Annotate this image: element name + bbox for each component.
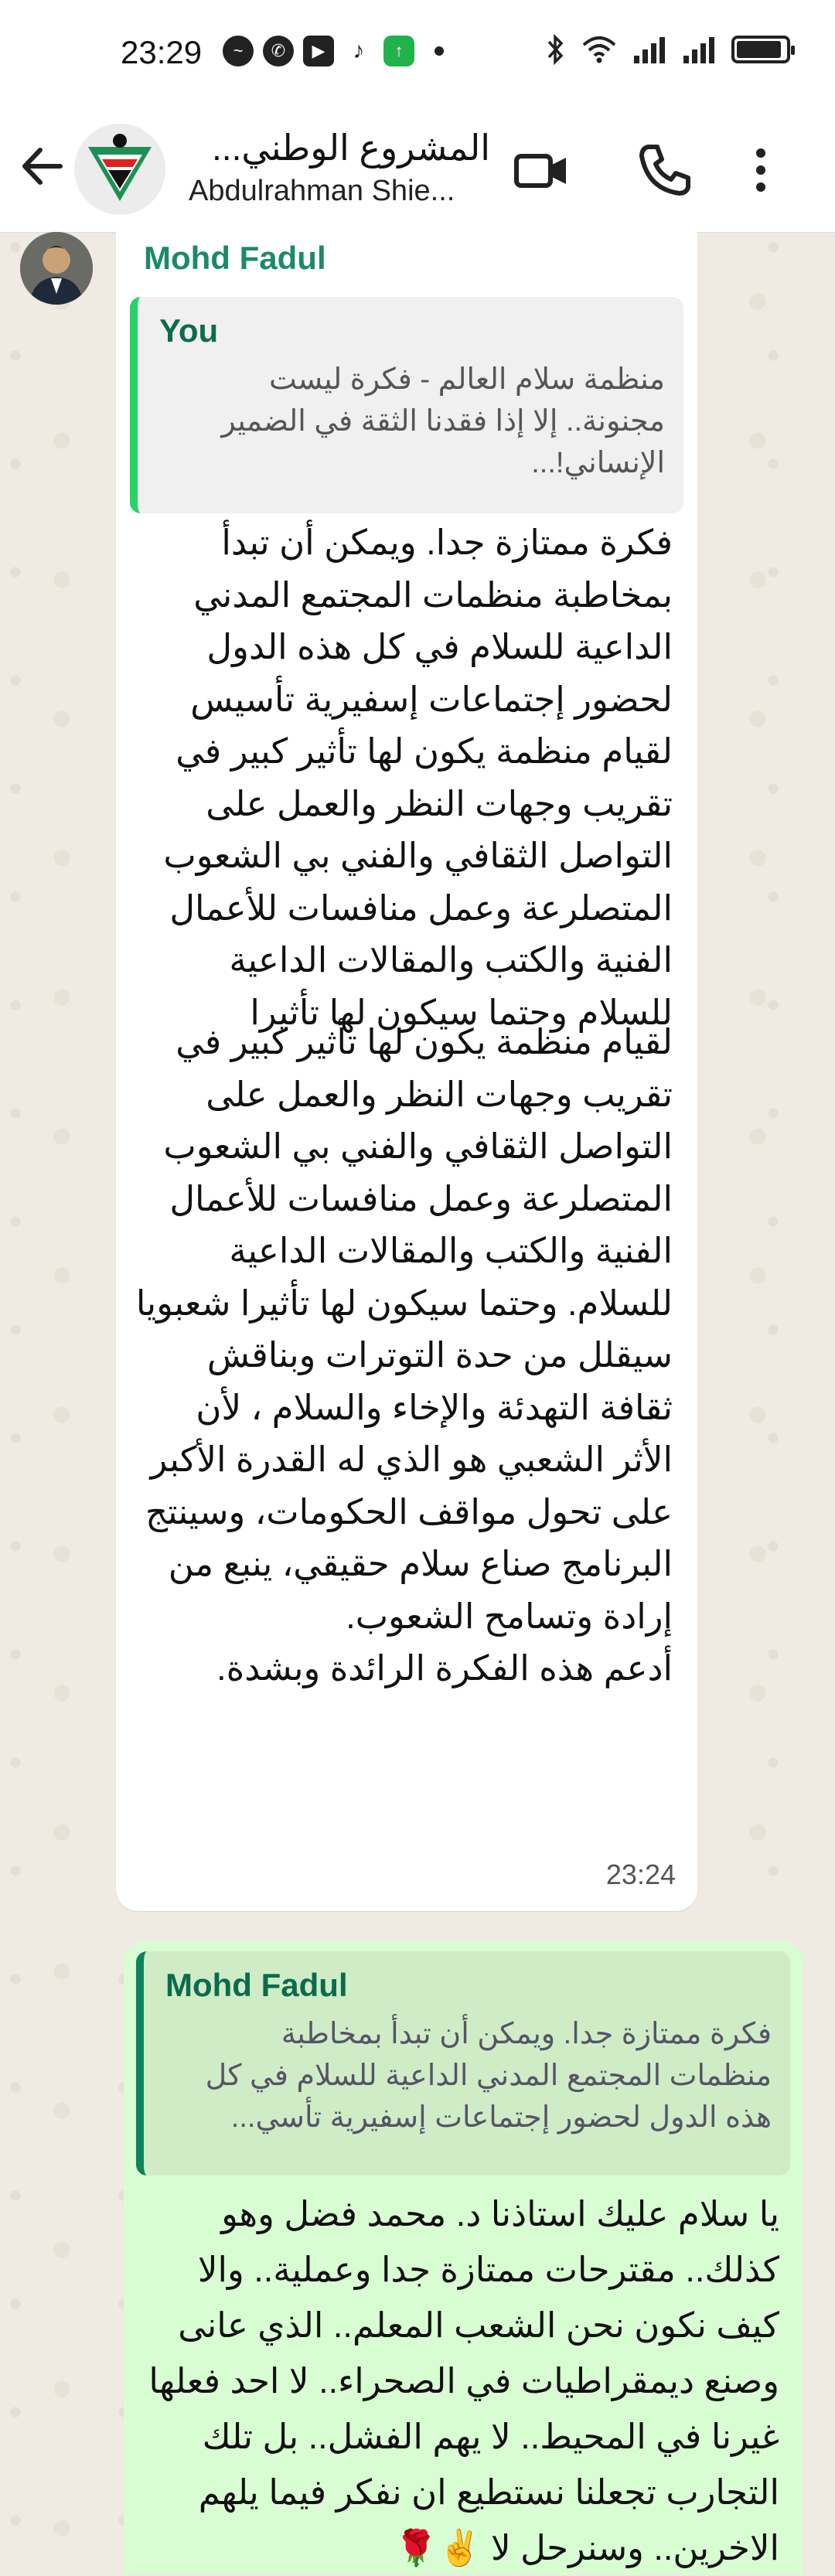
voice-call-icon[interactable]: [634, 139, 696, 201]
download-icon: ↑: [383, 36, 414, 66]
tiktok-icon: ♪: [343, 36, 374, 66]
message-body-part1: فكرة ممتازة جدا. ويمكن أن تبدأ بمخاطبة منظمات المجتمع المدني الداعية للسلام في كل هذه الدول لحضور إجتماعات إسفيرية تأسيس لقيام منظمة يكون لها تأثير كبير في تقريب وجهات النظر والعمل على التواصل الثقافي والفني بي الشعوب المتصلرعة وعمل منافسات للأعمال الفنية والكتب والمقالات الداعية للسلام وحتما سيكون لها تأثيرا: [163, 523, 673, 1032]
signal-icon: [632, 34, 668, 65]
quoted-text: فكرة ممتازة جدا. ويمكن أن تبدأ بمخاطبة منظمات المجتمع المدني الداعية للسلام في كل هذه الدول لحضور إجتماعات إسفيرية تأسي...: [205, 2018, 772, 2134]
group-name[interactable]: المشروع الوطني...: [212, 128, 490, 168]
message-sender-name[interactable]: Mohd Fadul: [144, 240, 326, 276]
person-avatar-icon: [20, 232, 93, 305]
outgoing-message-bubble[interactable]: [124, 1941, 803, 2574]
wifi-icon: [580, 34, 619, 65]
quoted-author: Mohd Fadul: [165, 1967, 348, 2003]
chat-header: [0, 108, 835, 233]
incoming-message-bubble[interactable]: [116, 232, 697, 1911]
message-body-closing: أدعم هذه الفكرة الرائدة وبشدة.: [216, 1648, 673, 1688]
message-timestamp: 23:24: [605, 1859, 676, 1890]
sender-avatar[interactable]: [20, 232, 93, 305]
bluetooth-icon: [546, 34, 566, 65]
group-logo-icon: [74, 124, 165, 215]
messenger-icon: ~: [223, 36, 254, 66]
message-body: يا سلام عليك استاذنا د. محمد فضل وهو كذلك.. مقترحات ممتازة جدا وعملية.. والا كيف نكون نحن الشعب المعلم.. الذي عانى وصنع ديمقراطيات في الصحراء.. لا احد فعلها غيرنا في المحيط.. لا يهم الفشل.. بل تلك التجارب تجعلنا نستطيع ان نفكر فيما يلهم الاخرين.. وسنرحل لا ✌️🌹: [148, 2194, 779, 2567]
back-arrow-icon[interactable]: [15, 139, 70, 193]
quoted-message[interactable]: [136, 1951, 790, 2176]
quoted-message[interactable]: [130, 297, 683, 513]
status-bar: [0, 0, 835, 108]
more-notifications-dot-icon: [435, 46, 444, 56]
group-avatar[interactable]: [74, 124, 165, 215]
whatsapp-icon: ✆: [263, 36, 294, 66]
system-icons: [546, 34, 790, 65]
quoted-author: You: [159, 312, 219, 349]
message-body-part2: [131, 1016, 673, 1695]
more-options-icon[interactable]: [745, 139, 776, 201]
group-members[interactable]: Abdulrahman Shie...: [189, 175, 455, 207]
signal-icon: [682, 34, 717, 65]
message-body-text: لقيام منظمة يكون لها تأثير كبير في تقريب وجهات النظر والعمل على التواصل الثقافي والفني بي الشعوب المتصلرعة وعمل منافسات للأعمال الفنية والكتب والمقالات الداعية للسلام. وحتما سيكون لها تأثيرا شعبويا سيقلل من حدة التوترات وبناقش ثقافة التهدئة والإخاء والسلام ، لأن الأثر الشعبي هو الذي له القدرة الأكبر على تحول مواقف الحكومات، وسينتج البرنامج صناع سلام حقيقي، ينبع من إرادة وتسامح الشعوب.: [135, 1022, 673, 1636]
notification-icons: [223, 36, 444, 66]
battery-icon: [731, 36, 790, 63]
youtube-icon: ▶: [303, 36, 334, 66]
video-call-icon[interactable]: [510, 139, 572, 201]
status-time: 23:29: [121, 34, 203, 70]
quoted-text: منظمة سلام العالم - فكرة ليست مجنونة.. إلا إذا فقدنا الثقة في الضمير الإنساني!...: [221, 363, 665, 479]
